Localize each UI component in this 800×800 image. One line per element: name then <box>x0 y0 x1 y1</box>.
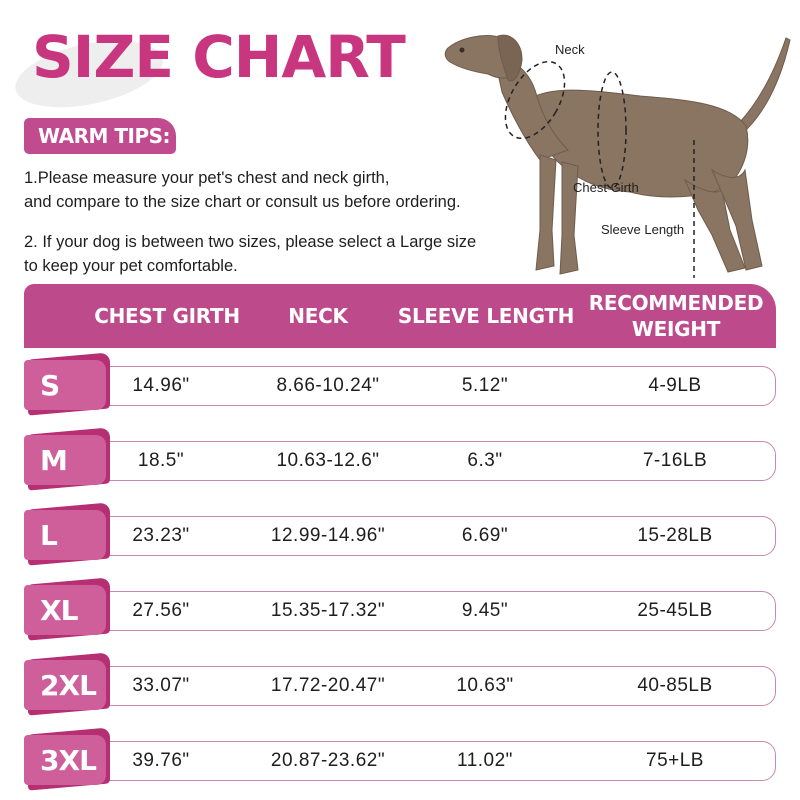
table-row <box>24 435 776 483</box>
page-title: SIZE CHART <box>32 23 405 91</box>
header-neck: NECK <box>288 304 348 328</box>
sleeve-value: 6.3" <box>467 450 503 471</box>
tip-1-line-1: 1.Please measure your pet's chest and neck girth, <box>24 169 390 187</box>
tip-2-line-1: 2. If your dog is between two sizes, please select a Large size <box>24 233 477 251</box>
header-weight-line-2: WEIGHT <box>631 317 721 341</box>
table-row <box>24 585 776 633</box>
tip-2 <box>24 230 484 278</box>
size-label: S <box>24 360 106 410</box>
chest-value: 39.76" <box>132 750 190 771</box>
weight-value: 15-28LB <box>637 525 713 546</box>
neck-value: 8.66-10.24" <box>276 375 380 396</box>
tip-1-line-2: and compare to the size chart or consult us before ordering. <box>24 193 461 211</box>
sleeve-value: 11.02" <box>457 750 513 771</box>
neck-label: Neck <box>555 42 585 57</box>
sleeve-value: 10.63" <box>456 675 514 696</box>
header-sleeve-length: SLEEVE LENGTH <box>397 304 575 328</box>
chest-value: 18.5" <box>137 450 185 471</box>
neck-value: 15.35-17.32" <box>270 600 386 621</box>
tip-1 <box>24 166 464 214</box>
tip-2-line-2: to keep your pet comfortable. <box>24 257 238 275</box>
chest-value: 14.96" <box>132 375 190 396</box>
header-chest-girth: CHEST GIRTH <box>94 304 240 328</box>
weight-value: 40-85LB <box>637 675 713 696</box>
size-label: XL <box>24 585 106 635</box>
header-recommended-weight <box>584 284 768 348</box>
weight-value: 75+LB <box>646 750 704 771</box>
header-weight-line-1: RECOMMENDED <box>588 291 764 315</box>
warm-tips-badge: WARM TIPS: <box>24 118 176 154</box>
table-row <box>24 510 776 558</box>
table-row <box>24 735 776 783</box>
neck-value: 20.87-23.62" <box>270 750 386 771</box>
table-row <box>24 360 776 408</box>
weight-value: 25-45LB <box>637 600 713 621</box>
sleeve-value: 5.12" <box>461 375 509 396</box>
weight-value: 7-16LB <box>642 450 708 471</box>
neck-value: 10.63-12.6" <box>276 450 380 471</box>
chest-value: 33.07" <box>132 675 190 696</box>
size-label: L <box>24 510 106 560</box>
dog-measurement-illustration <box>440 30 800 285</box>
sleeve-value: 9.45" <box>461 600 509 621</box>
size-label: 3XL <box>24 735 106 785</box>
sleeve-length-label: Sleeve Length <box>601 222 685 237</box>
dog-eye <box>460 48 465 53</box>
chest-value: 27.56" <box>132 600 190 621</box>
table-header <box>24 284 776 348</box>
chest-value: 23.23" <box>132 525 190 546</box>
table-row <box>24 660 776 708</box>
size-label: 2XL <box>24 660 106 710</box>
neck-value: 12.99-14.96" <box>270 525 386 546</box>
dog-image <box>440 30 800 285</box>
chest-girth-label: Chest Girth <box>573 180 639 195</box>
size-label: M <box>24 435 106 485</box>
sleeve-value: 6.69" <box>461 525 509 546</box>
weight-value: 4-9LB <box>648 375 702 396</box>
neck-value: 17.72-20.47" <box>270 675 386 696</box>
